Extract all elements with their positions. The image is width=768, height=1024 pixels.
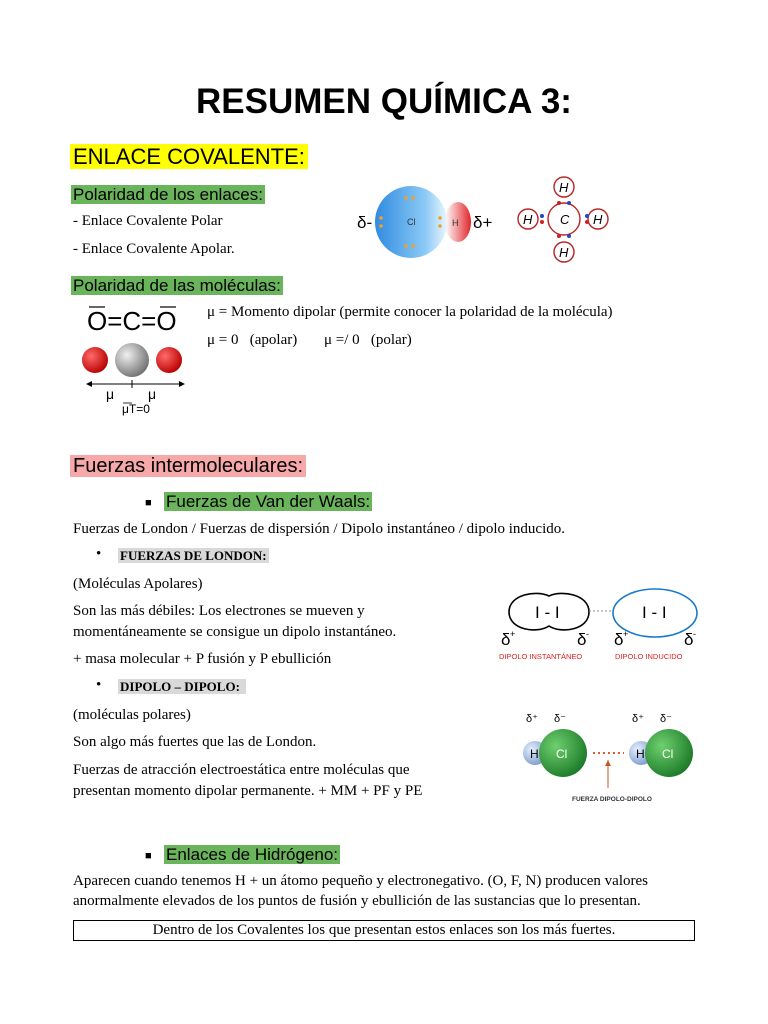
svg-text:Cl: Cl xyxy=(662,747,674,761)
mu-total-label: μT=0 xyxy=(122,402,150,416)
dipolo-instantaneo-label: DIPOLO INSTANTÁNEO xyxy=(499,652,583,661)
svg-text:μ: μ xyxy=(106,386,115,402)
svg-text:H: H xyxy=(559,180,569,195)
bullet-square-icon: ■ xyxy=(145,850,152,862)
svg-text:Cl: Cl xyxy=(556,747,568,761)
svg-text:H: H xyxy=(593,212,603,227)
list-item: - Enlace Covalente Polar xyxy=(73,213,223,229)
delta-plus-label: δ+ xyxy=(473,213,493,232)
polar-condition: μ =/ 0 (polar) xyxy=(324,332,412,348)
svg-text:δ: δ xyxy=(501,630,511,649)
heading-polaridad-moleculas: Polaridad de las moléculas: xyxy=(73,276,281,295)
london-line-3: + masa molecular + P fusión y P ebullición xyxy=(73,651,332,667)
bullet-square-icon: ■ xyxy=(145,497,152,509)
momento-dipolar-definition: μ = Momento dipolar (permite conocer la polaridad de la molécula) xyxy=(207,304,613,320)
methane-figure xyxy=(512,176,614,264)
dipolo-line-3: Fuerzas de atracción electroestática entre moléculas que presentan momento dipolar permanente. + MM + PF y PE xyxy=(73,762,423,799)
svg-text:-: - xyxy=(586,629,589,639)
list-item: - Enlace Covalente Apolar. xyxy=(73,241,235,257)
cl-label: Cl xyxy=(407,217,416,227)
co2-figure xyxy=(78,303,198,423)
svg-text:δ⁺: δ⁺ xyxy=(526,713,538,725)
heading-enlaces-hidrogeno: Enlaces de Hidrógeno: xyxy=(166,845,339,864)
svg-text:H: H xyxy=(523,212,533,227)
dipolo-line-1: (moléculas polares) xyxy=(73,707,191,723)
svg-text:H: H xyxy=(530,747,539,761)
co2-formula: O=C=O xyxy=(87,306,177,336)
svg-text:+: + xyxy=(510,629,516,639)
bullet-dot-icon: • xyxy=(96,546,102,562)
london-dipole-figure xyxy=(497,582,701,664)
page-title: RESUMEN QUÍMICA 3: xyxy=(196,82,572,121)
delta-minus-label: δ- xyxy=(357,213,373,232)
svg-text:H: H xyxy=(559,245,569,260)
hidrogeno-desc: Aparecen cuando tenemos H + un átomo pequeño y electronegativo. (O, F, N) producen valores anormalmente elevados de los puntos de fusión y ebullición de las sustancias que lo presentan. xyxy=(73,873,648,909)
svg-text:-: - xyxy=(693,629,696,639)
heading-polaridad-enlaces: Polaridad de los enlaces: xyxy=(73,185,263,204)
mol-label-left: I - I xyxy=(535,603,560,622)
bullet-dot-icon: • xyxy=(96,677,102,693)
london-line-2: Son las más débiles: Los electrones se mueven y momentáneamente se consigue un dipolo instantáneo. xyxy=(73,603,397,640)
svg-text:δ: δ xyxy=(614,630,624,649)
svg-text:δ⁺: δ⁺ xyxy=(632,713,644,725)
svg-text:+: + xyxy=(623,629,629,639)
fuerza-dipolo-caption: FUERZA DIPOLO-DIPOLO xyxy=(572,796,652,803)
svg-text:δ⁻: δ⁻ xyxy=(554,713,566,725)
van-der-waals-desc: Fuerzas de London / Fuerzas de dispersión / Dipolo instantáneo / dipolo inducido. xyxy=(73,521,565,537)
boxed-note: Dentro de los Covalentes los que presentan estos enlaces son los más fuertes. xyxy=(73,920,695,941)
heading-dipolo-dipolo: DIPOLO – DIPOLO: xyxy=(118,679,246,694)
h-label: H xyxy=(452,218,459,228)
svg-text:δ: δ xyxy=(577,630,587,649)
svg-text:H: H xyxy=(636,747,645,761)
hcl-polarity-figure xyxy=(345,178,495,264)
london-line-1: (Moléculas Apolares) xyxy=(73,576,203,592)
dipolo-inducido-label: DIPOLO INDUCIDO xyxy=(615,652,683,661)
svg-text:δ: δ xyxy=(684,630,694,649)
svg-text:δ⁻: δ⁻ xyxy=(660,713,672,725)
dipole-dipole-figure xyxy=(518,708,698,808)
section-heading-covalente: ENLACE COVALENTE: xyxy=(70,144,308,169)
apolar-condition: μ = 0 (apolar) xyxy=(207,332,298,348)
svg-text:μ: μ xyxy=(148,386,157,402)
dipolo-line-2: Son algo más fuertes que las de London. xyxy=(73,734,317,750)
heading-van-der-waals: Fuerzas de Van der Waals: xyxy=(166,492,371,511)
c-label: C xyxy=(560,212,570,227)
heading-london: FUERZAS DE LONDON: xyxy=(120,548,267,563)
mol-label-right: I - I xyxy=(642,603,667,622)
section-heading-fuerzas: Fuerzas intermoleculares: xyxy=(70,455,306,477)
